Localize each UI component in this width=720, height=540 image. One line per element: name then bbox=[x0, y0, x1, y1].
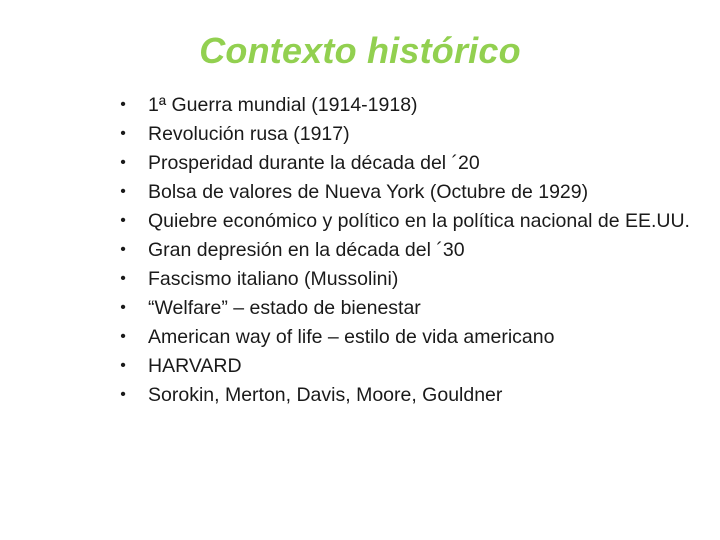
bullet-icon: • bbox=[120, 241, 126, 258]
bullet-icon: • bbox=[120, 183, 126, 200]
bullet-icon: • bbox=[120, 386, 126, 403]
list-item bbox=[116, 296, 696, 320]
list-item-text: 1ª Guerra mundial (1914-1918) bbox=[148, 94, 418, 116]
list-item bbox=[116, 180, 696, 204]
list-item bbox=[116, 267, 696, 291]
list-item-text: Quiebre económico y político en la política nacional de EE.UU. bbox=[148, 210, 690, 232]
list-item-text: Fascismo italiano (Mussolini) bbox=[148, 268, 399, 290]
list-item bbox=[116, 325, 696, 349]
list-item-text: Revolución rusa (1917) bbox=[148, 123, 350, 145]
list-item bbox=[116, 122, 696, 146]
bullet-icon: • bbox=[120, 125, 126, 142]
bullet-icon: • bbox=[120, 212, 126, 229]
bullet-icon: • bbox=[120, 96, 126, 113]
slide-title: Contexto histórico bbox=[199, 30, 521, 71]
list-item-text: Sorokin, Merton, Davis, Moore, Gouldner bbox=[148, 384, 503, 406]
list-item-text: HARVARD bbox=[148, 355, 242, 377]
list-item bbox=[116, 209, 696, 233]
bullet-icon: • bbox=[120, 299, 126, 316]
bullet-list bbox=[116, 93, 696, 412]
list-item-text: Gran depresión en la década del ´30 bbox=[148, 239, 465, 261]
list-item bbox=[116, 151, 696, 175]
bullet-icon: • bbox=[120, 270, 126, 287]
list-item bbox=[116, 354, 696, 378]
list-item bbox=[116, 93, 696, 117]
bullet-icon: • bbox=[120, 154, 126, 171]
list-item bbox=[116, 383, 696, 407]
list-item-text: Bolsa de valores de Nueva York (Octubre de 1929) bbox=[148, 181, 589, 203]
bullet-icon: • bbox=[120, 357, 126, 374]
list-item-text: “Welfare” – estado de bienestar bbox=[148, 297, 421, 319]
list-item bbox=[116, 238, 696, 262]
bullet-icon: • bbox=[120, 328, 126, 345]
list-item-text: Prosperidad durante la década del ´20 bbox=[148, 152, 480, 174]
list-item-text: American way of life – estilo de vida americano bbox=[148, 326, 555, 348]
